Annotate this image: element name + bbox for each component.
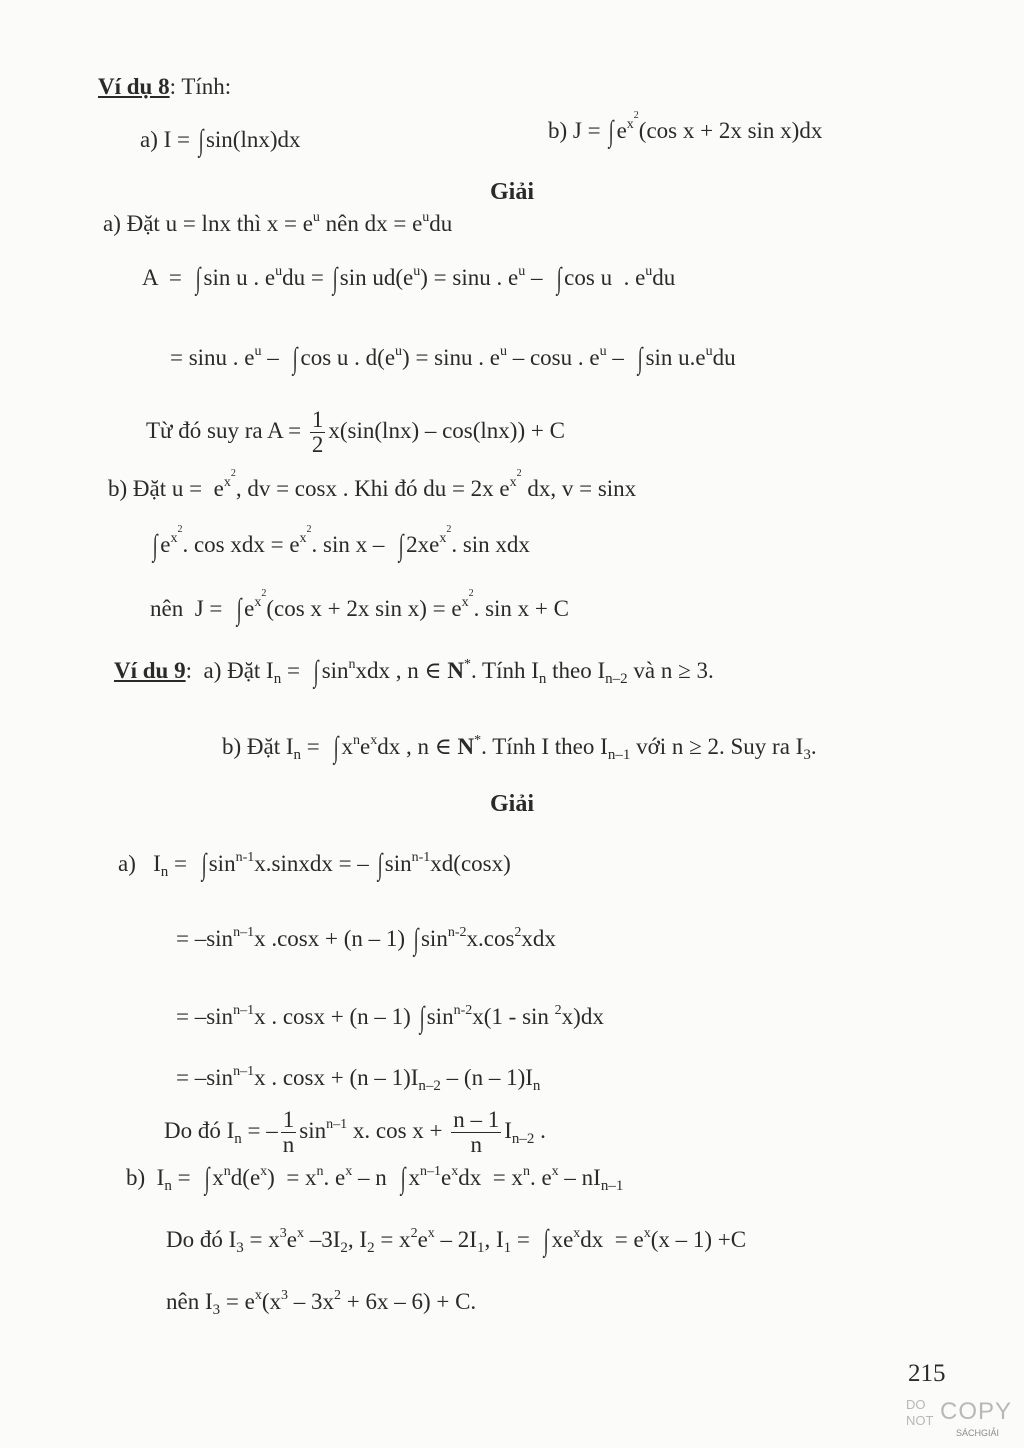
watermark-do: DO	[906, 1397, 926, 1412]
solution-heading-2: Giải	[489, 791, 534, 817]
solution-8a-line-2: A = ∫ sin u . $e^udu$ = ∫ $\sin ud(e^u) = \sin u$ . $e^u$ – ∫ cos u . $e^udu$	[142, 262, 676, 295]
example-8-label: Ví dụ 8	[98, 74, 170, 99]
watermark-copy: COPY	[940, 1398, 1013, 1425]
example-9-part-a: Ví du 9: a) Đặt $I_n$ = ∫ $\sin^nxdx$ , n ∈ N*. Tính $I_n$ theo $I_{n-2}$ và n ≥ 3.	[114, 655, 714, 688]
example-9-label: Ví du 9	[114, 658, 186, 683]
solution-9a-line-5: Do đó $I_n$ = – $\frac{1}{n}$ $\sin^{n-1} x$. cos x + $\frac{n - 1}{n}$ $I_{n-2}$ .	[164, 1107, 546, 1157]
page-number: 215	[908, 1360, 946, 1387]
solution-8a-line-4: Từ đó suy ra A = $\frac{1}{2}$ x(sin(lnx) – cos(lnx)) + C	[146, 407, 565, 457]
solution-8a-line-3: = sinu . $e^u$ – ∫ cos u . $d(e^u) = \sin u$ . $e^u$ – cosu . $e^u$ – ∫ $\sin u.e^udu$	[170, 342, 736, 375]
example-9-part-b: b) Đặt $I_n$ = ∫ $x^ne^xdx$ , n ∈ N*. Tính I theo $I_{n-1}$ với n ≥ 2. Suy ra $I_3$.	[222, 731, 817, 764]
example-8-heading	[98, 73, 231, 101]
copy-watermark	[906, 1398, 1016, 1444]
watermark-brand: SÁCHGIẢI	[956, 1428, 1000, 1438]
solution-9a-line-2: = $-\sin^{n-1}x$ .cosx + (n – 1) ∫ $\sin^{n-2}x.\cos^2xdx$	[176, 923, 556, 956]
solution-9a-line-4: = $-\sin^{n-1}x$ . $\cos x + (n - 1)I_{n-2} - (n - 1)I_n$	[176, 1064, 541, 1094]
example-8-part-b: b) J = ∫ $e^{x^2}(\cos$ x + 2x sin x)dx	[548, 110, 823, 148]
example-8-part-a: a) I = ∫ sin(lnx)dx	[140, 124, 301, 157]
watermark-not: NOT	[906, 1413, 934, 1428]
example-8-task: : Tính:	[169, 74, 232, 99]
solution-9b-line-3: nên $I_3 = e^x(x^3 - 3x^2 + 6x - 6) + C$.	[166, 1288, 477, 1318]
solution-8b-line-3: nên J = ∫ $e^{x^2}(\cos$ x + 2x $\sin x) = e^{x^2}$. sin x + C	[150, 588, 569, 626]
solution-9b-line-1: b) $I_n$ = ∫ $x^nd(e^x) = x^n$. $e^x$ – n ∫ $x^{n-1}e^xdx = x^n$. $e^x - nI_{n-1}$	[126, 1162, 624, 1195]
solution-8a-line-1: a) Đặt u = lnx thì $x = e^u$ nên dx = $e^udu$	[103, 210, 453, 236]
solution-9a-line-1: a) $I_n$ = ∫ $\sin^{n-1}x.sinxdx$ = – ∫ $\sin^{n-1}xd(\cos x)$	[118, 848, 511, 881]
solution-8b-line-1: b) Đặt $u = e^{x^2}$, dv = cosx . Khi đó du = 2x $e^{x^2}$ dx, v = sinx	[108, 468, 637, 501]
solution-9b-line-2: Do đó $I_3 = x^3e^x$ $-3I_2$, $I_2 = x^2e^x - 2I_1$, $I_1$ = ∫ $xe^xdx = e^x(x - 1) +C$	[166, 1224, 747, 1257]
solution-heading-1: Giải	[489, 179, 534, 205]
solution-9a-line-3: = $-\sin^{n-1}x$ . cosx + (n – 1) ∫ $\sin^{n-2}x(1$ - sin $^2$x)dx	[176, 1001, 604, 1034]
solution-8b-line-2: ∫ $e^{x^2}$. cos xdx = $e^{x^2}$. sin x – ∫ $2xe^{x^2}$. sin xdx	[152, 524, 530, 562]
